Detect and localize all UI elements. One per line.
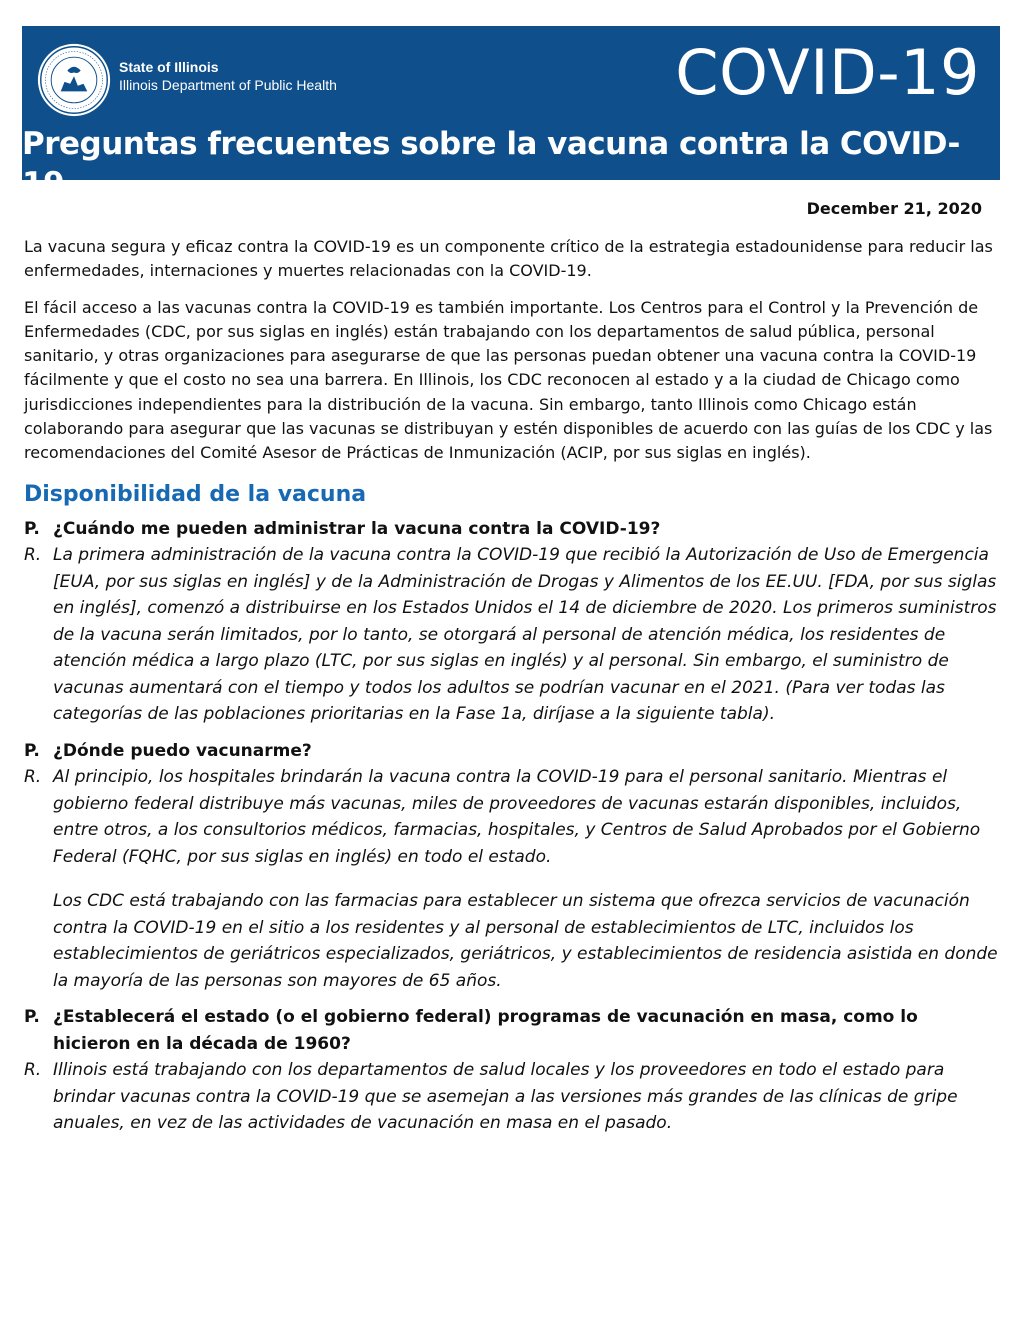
answer-text xyxy=(53,764,1000,994)
answer-label: R. xyxy=(24,545,42,566)
faq-answer xyxy=(24,764,1000,994)
question-text: ¿Dónde puedo vacunarme? xyxy=(53,740,312,761)
faq-answer xyxy=(24,1057,1000,1137)
intro-paragraph: El fácil acceso a las vacunas contra la COVID-19 es también importante. Los Centros para el Control y la Prevención de Enfermedades (CDC, por sus siglas en inglés) están trabajando con los departamentos de salud pública, personal sanitario, y otras organizaciones para asegurarse de que las personas puedan obtener una vacuna contra la COVID-19 fácilmente y que el costo no sea una barrera. En Illinois, los CDC reconocen al estado y a la ciudad de Chicago como jurisdicciones independientes para la distribución de la vacuna. Sin embargo, tanto Illinois como Chicago están colaborando para asegurar que las vacunas se distribuyan y estén disponibles de acuerdo con las guías de los CDC y las recomendaciones del Comité Asesor de Prácticas de Inmunización (ACIP, por sus siglas en inglés). xyxy=(24,297,993,463)
intro-paragraph: La vacuna segura y eficaz contra la COVID-19 es un componente crítico de la estrategia estadounidense para reducir las enfermedades, internaciones y muertes relacionadas con la COVID-19. xyxy=(24,237,993,281)
question-label: P. xyxy=(24,1007,40,1028)
doc-subtitle: Preguntas frecuentes sobre la vacuna contra la COVID-19 xyxy=(22,126,960,202)
doc-title: COVID-19 xyxy=(675,36,980,109)
answer-paragraph: Al principio, los hospitales brindarán la vacuna contra la COVID-19 para el personal sanitario. Mientras el gobierno federal distribuye más vacunas, miles de proveedores de vacunas estarán disponibles, incluidos, entre otros, a los consultorios médicos, farmacias, hospitales, y Centros de Salud Aprobados por el Gobierno Federal (FQHC, por sus siglas en inglés) en todo el estado. xyxy=(53,767,981,867)
header-banner xyxy=(22,26,1000,202)
state-name: State of Illinois xyxy=(119,59,219,75)
faq-item xyxy=(24,738,1000,995)
faq-item xyxy=(24,516,1000,728)
question-text: ¿Cuándo me pueden administrar la vacuna contra la COVID-19? xyxy=(53,518,661,539)
answer-label: R. xyxy=(24,1060,42,1081)
state-seal-icon xyxy=(36,42,112,118)
faq-answer xyxy=(24,542,1000,728)
faq-question xyxy=(24,738,1000,765)
answer-paragraph: La primera administración de la vacuna contra la COVID-19 que recibió la Autorización de Uso de Emergencia [EUA, por sus siglas en inglés] y de la Administración de Drogas y Alimentos de los EE.UU. [FDA, por sus siglas en inglés], comenzó a distribuirse en los Estados Unidos el 14 de diciembre de 2020. Los primeros suministros de la vacuna serán limitados, por lo tanto, se otorgará al personal de atención médica, los residentes de atención médica a largo plazo (LTC, por sus siglas en inglés) y al personal. Sin embargo, el suministro de vacunas aumentará con el tiempo y todos los adultos se podrían vacunar en el 2021. (Para ver todas las categorías de las poblaciones prioritarias en la Fase 1a, diríjase a la siguiente tabla). xyxy=(53,545,997,725)
faq-question xyxy=(24,1004,1000,1057)
answer-label: R. xyxy=(24,767,42,788)
faq-question xyxy=(24,516,1000,543)
answer-text xyxy=(53,1057,1000,1137)
question-label: P. xyxy=(24,518,40,539)
document-body xyxy=(24,235,1000,1147)
answer-paragraph: Illinois está trabajando con los departamentos de salud locales y los proveedores en todo el estado para brindar vacunas contra la COVID-19 que se asemejan a las versiones más grandes de las clínicas de gripe anuales, en vez de las actividades de vacunación en masa en el pasado. xyxy=(53,1060,958,1134)
answer-paragraph: Los CDC está trabajando con las farmacias para establecer un sistema que ofrezca servicios de vacunación contra la COVID-19 en el sitio a los residentes y al personal de establecimientos de LTC, incluidos los establecimientos de geriátricos especializados, geriátricos, y establecimientos de residencia asistida en donde la mayoría de las personas son mayores de 65 años. xyxy=(53,891,998,991)
faq-item xyxy=(24,1004,1000,1137)
department-name: Illinois Department of Public Health xyxy=(119,77,337,93)
question-text: ¿Establecerá el estado (o el gobierno federal) programas de vacunación en masa, como lo hicieron en la década de 1960? xyxy=(53,1007,918,1054)
question-label: P. xyxy=(24,740,40,761)
publish-date: December 21, 2020 xyxy=(806,199,982,218)
answer-text xyxy=(53,542,1000,728)
section-heading: Disponibilidad de la vacuna xyxy=(24,481,367,507)
agency-block xyxy=(119,59,337,95)
